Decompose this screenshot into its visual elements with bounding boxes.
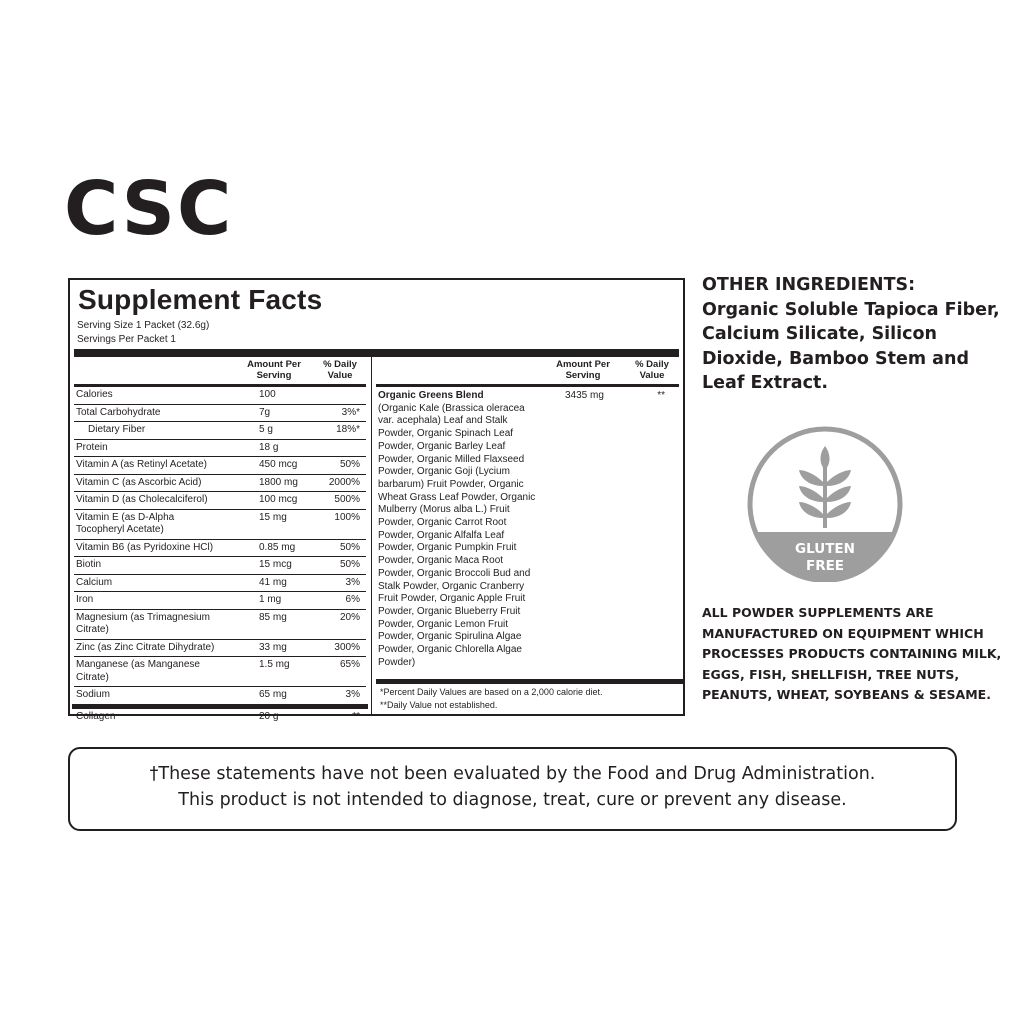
table-row: Iron 1 mg 6% <box>74 592 366 610</box>
table-row: Vitamin D (as Cholecalciferol) 100 mcg 500% <box>74 492 366 510</box>
table-row: Biotin 15 mcg 50% <box>74 557 366 575</box>
footnote-dv: *Percent Daily Values are based on a 2,000 calorie diet. <box>380 687 603 697</box>
table-row: Vitamin A (as Retinyl Acetate) 450 mcg 50% <box>74 457 366 475</box>
greens-blend-row <box>376 387 679 679</box>
table-row: Vitamin E (as D-Alpha Tocopheryl Acetate) 15 mg 100% <box>74 510 366 540</box>
other-ingredients-text: Organic Soluble Tapioca Fiber, Calcium Silicate, Silicon Dioxide, Bamboo Stem and Leaf Extract. <box>702 299 1000 393</box>
blend-text <box>378 390 538 669</box>
fda-disclaimer <box>68 747 957 831</box>
badge-line-2: FREE <box>805 558 845 574</box>
table-row: Dietary Fiber 5 g 18%* <box>74 422 366 440</box>
dv-header: % Daily Value <box>635 359 669 381</box>
nutrient-column <box>74 357 366 725</box>
disclaimer-line-2: This product is not intended to diagnose, treat, cure or prevent any disease. <box>178 790 847 810</box>
facts-title: Supplement Facts <box>78 284 323 315</box>
amount-header: Amount Per Serving <box>247 359 301 381</box>
brand-logo: CSC <box>64 166 234 252</box>
blend-amount: 3435 mg <box>565 390 604 401</box>
blend-dv: ** <box>657 390 665 401</box>
servings-per-packet: Servings Per Packet 1 <box>77 333 176 345</box>
table-row: Zinc (as Zinc Citrate Dihydrate) 33 mg 300% <box>74 640 366 658</box>
table-row: Collagen 20 g ** <box>76 710 360 722</box>
footnote-not-established: **Daily Value not established. <box>380 699 498 710</box>
table-row: Vitamin B6 (as Pyridoxine HCl) 0.85 mg 50% <box>74 540 366 558</box>
other-ingredients-heading: OTHER INGREDIENTS: <box>702 275 916 295</box>
serving-info <box>77 319 209 346</box>
allergen-warning: ALL POWDER SUPPLEMENTS ARE MANUFACTURED ON EQUIPMENT WHICH PROCESSES PRODUCTS CONTAINING MILK, EGGS, FISH, SHELLFISH, TREE NUTS, PEANUTS, WHEAT, SOYBEANS & SESAME. <box>702 605 1002 702</box>
dv-header: % Daily Value <box>323 359 357 381</box>
table-row: Protein 18 g <box>74 440 366 458</box>
column-header <box>74 357 366 387</box>
gluten-free-badge <box>747 426 903 582</box>
amount-header: Amount Per Serving <box>556 359 610 381</box>
header-bar <box>74 349 679 357</box>
badge-line-1: GLUTEN <box>795 541 855 557</box>
footnotes <box>376 684 679 711</box>
column-divider <box>371 357 372 714</box>
disclaimer-line-1: †These statements have not been evaluated by the Food and Drug Administration. <box>149 764 876 784</box>
table-row: Calories 100 <box>74 387 366 405</box>
table-row: Manganese (as Manganese Citrate) 1.5 mg 65% <box>74 657 366 687</box>
table-row: Magnesium (as Trimagnesium Citrate) 85 mg 20% <box>74 610 366 640</box>
supplement-facts-panel <box>68 278 685 722</box>
table-row: Total Carbohydrate 7g 3%* <box>74 405 366 423</box>
column-header <box>376 357 679 387</box>
serving-size: Serving Size 1 Packet (32.6g) <box>77 320 210 331</box>
blend-description: (Organic Kale (Brassica oleracea var. acephala) Leaf and Stalk Powder, Organic Spinach Leaf Powder, Organic Barley Leaf Powder, Organic Milled Flaxseed Powder, Organic Goji (Lycium barbarum) Fruit Powder, Organic Wheat Grass Leaf Powder, Organic Mulberry (Morus alba L.) Fruit Powder, Organic Carrot Root Powder, Organic Alfalfa Leaf Powder, Organic Pumpkin Fruit Powder, Organic Maca Root Powder, Organic Broccoli Bud and Stalk Powder, Organic Cranberry Fruit Powder, Organic Apple Fruit Powder, Organic Blueberry Fruit Powder, Organic Lemon Fruit Powder, Organic Spirulina Algae Powder, Organic Chlorella Algae Powder) <box>378 402 536 668</box>
table-row: Calcium 41 mg 3% <box>74 575 366 593</box>
other-ingredients <box>702 273 1002 396</box>
table-row: Vitamin C (as Ascorbic Acid) 1800 mg 2000% <box>74 475 366 493</box>
blend-name: Organic Greens Blend <box>378 390 484 401</box>
table-row: Sodium 65 mg 3% <box>76 689 360 700</box>
blend-column <box>376 357 679 711</box>
